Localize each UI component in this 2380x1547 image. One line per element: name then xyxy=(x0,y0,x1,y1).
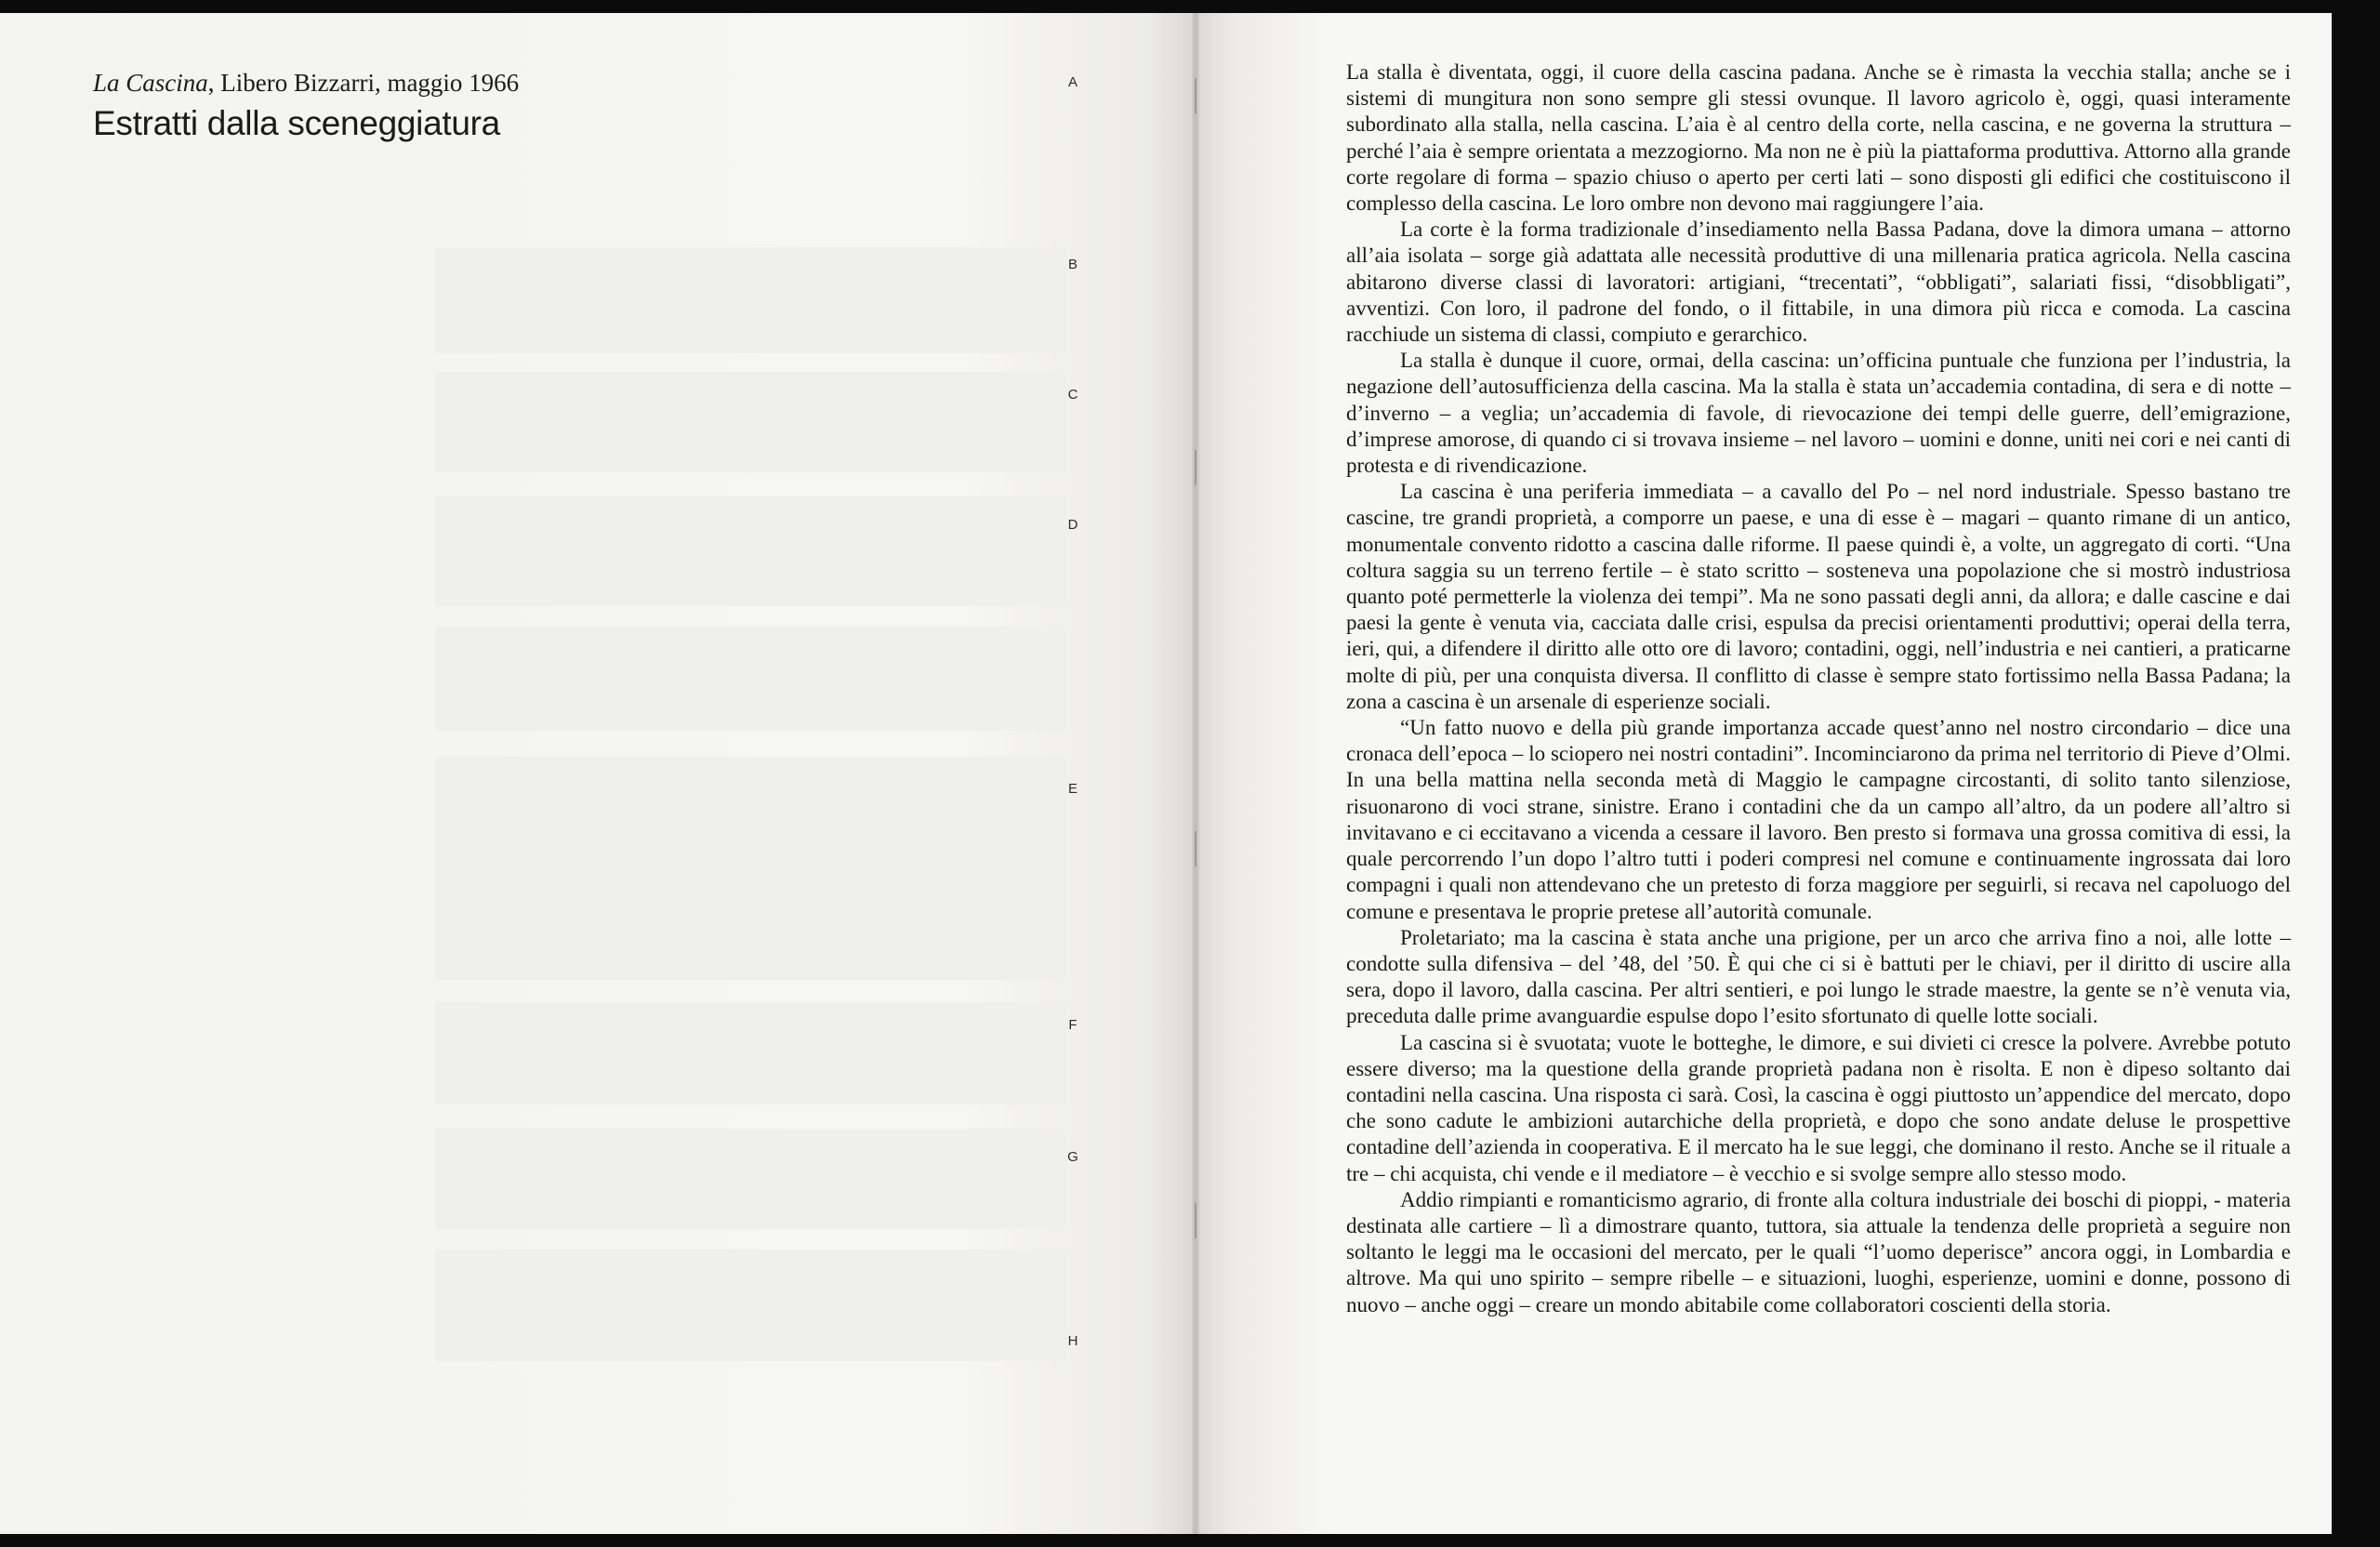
blank-band xyxy=(435,1002,1067,1104)
blank-band xyxy=(435,1250,1067,1361)
marker-g: G xyxy=(1067,1149,1078,1165)
paragraph: La stalla è dunque il cuore, ormai, della cascina: un’officina puntuale che funziona per l’industria, la negazione dell’autosufficienza della cascina. Ma la stalla è stata un’accademia contadina, di sera e di notte – d’inverno – a veglia; un’accademia di favole, di rievocazione dei tempi delle guerre, dell’emigrazione, d’imprese amorose, di quando ci si trovava insieme – nel lavoro – uomini e donne, uniti nei cori e nei canti di protesta e di rivendicazione. xyxy=(1346,349,2291,478)
book-gutter xyxy=(1192,13,1199,1534)
binding-stitch xyxy=(1195,1203,1197,1238)
paragraph: La corte è la forma tradizionale d’insediamento nella Bassa Padana, dove la dimora umana – attorno all’aia isolata – sorge già adattata alle necessità produttive di una millenaria pratica agricola. Nella cascina abitarono diverse classi di lavoratori: artigiani, “trecentati”, “obbligati”, salariati fissi, “disobbligati”, avventizi. Con loro, il padrone del fondo, o il fittabile, in una dimora più ricca e comoda. La cascina racchiude un sistema di classi, compiuto e gerarchico. xyxy=(1346,218,2291,347)
blank-band xyxy=(435,1129,1067,1229)
blank-band xyxy=(435,757,1067,980)
book-spread xyxy=(0,13,2380,1534)
paragraph: La cascina è una periferia immediata – a cavallo del Po – nel nord industriale. Spesso bastano tre cascine, tre grandi proprietà, a comporre un paese, e una di esse è – magari – quanto rimane di un antico, monumentale convento ridotto a cascina dalle riforme. Il paese quindi è, a volte, un aggregato di corti. “Una coltura saggia su un terreno fertile – è stato scritto – sosteneva una popolazione che si mostrò industriosa quanto poté permetterle la violenza dei tempi”. Ma ne sono passati degli anni, da allora; e dalle cascine e dai paesi la gente è venuta via, cacciata dalle crisi, espulsa da precisi orientamenti produttivi; operai della terra, ieri, qui, a difendere il diritto alle otto ore di lavoro; contadini, oggi, nell’industria e nei cantieri, a praticarne molte di più, per una conquista diversa. Il conflitto di classe è sempre stato fortissimo nella Bassa Padana; la zona a cascina è un arsenale di esperienze sociali. xyxy=(1346,480,2291,713)
paragraph: “Un fatto nuovo e della più grande importanza accade quest’anno nel nostro circondario – dice una cronaca dell’epoca – lo sciopero nei nostri contadini”. Incominciarono da prima nel territorio di Pieve d’Olmi. In una bella mattina nella seconda metà di Maggio le campagne circostanti, di solito tanto silenziose, risuonarono di voci strane, sinistre. Erano i contadini che da un campo all’altro, da un podere all’altro si invitavano e ci eccitavano a vicenda a cessare il lavoro. Ben presto si formava una grossa comitiva di essi, la quale percorrendo l’un dopo l’altro tutti i poderi compresi nel comune e continuamente ingrossata dai loro compagni i quali non attendevano che un pretesto di forza maggiore per seguirli, si recava nel capoluogo del comune e presentava le proprie pretese all’autorità comunale. xyxy=(1346,716,2291,923)
work-title: La Cascina xyxy=(93,69,208,97)
body-text xyxy=(1346,60,2291,1318)
page-header xyxy=(93,67,519,145)
marker-e: E xyxy=(1067,781,1078,797)
paragraph: La stalla è diventata, oggi, il cuore della cascina padana. Anche se è rimasta la vecchia stalla; anche se i sistemi di mungitura non sono sempre gli stessi ovunque. Il lavoro agricolo è, oggi, quasi interamente subordinato alla stalla, nella cascina. L’aia è al centro della corte, nella cascina, e ne governa la struttura – perché l’aia è sempre orientata a mezzogiorno. Ma non ne è più la piattaforma produttiva. Attorno alla grande corte regolare di forma – spazio chiuso o aperto per certi lati – sono disposti gli edifici che costituiscono il complesso della cascina. Le loro ombre non devono mai raggiungere l’aia. xyxy=(1346,60,2291,216)
blank-band xyxy=(435,247,1067,353)
marker-b: B xyxy=(1067,257,1078,272)
binding-stitch xyxy=(1195,450,1197,485)
paragraph: Proletariato; ma la cascina è stata anche una prigione, per un arco che arriva fino a noi, alle lotte – condotte sulla difensiva – del ’48, del ’50. È qui che ci si è battuti per le chiavi, per il diritto di uscire alla sera, dopo il lavoro, dalla cascina. Per altri sentieri, e poi lungo le strade maestre, la gente se n’è venuta via, preceduta dalle prime avanguardie espulse dopo l’esito sfortunato di quelle lotte sociali. xyxy=(1346,925,2291,1028)
binding-stitch xyxy=(1195,78,1197,113)
marker-d: D xyxy=(1067,517,1078,533)
marker-c: C xyxy=(1067,387,1078,403)
blank-band xyxy=(435,372,1067,472)
paragraph: La cascina si è svuotata; vuote le botteghe, le dimore, e sui divieti ci cresce la polvere. Avrebbe potuto essere diverso; ma la questione della grande proprietà padana non è risolta. E non è dipeso soltanto dai contadini nella cascina. Una risposta ci sarà. Così, la cascina è oggi piuttosto un’appendice del mercato, dopo che sono cadute le ambizioni autarchiche della proprietà, e dopo che sono andate deluse le prospettive contadine dell’azienda in cooperativa. E il mercato ha le sue leggi, che dominano il resto. Anche se il rituale a tre – chi acquista, chi vende e il mediatore – è vecchio e si svolge sempre allo stesso modo. xyxy=(1346,1030,2291,1185)
header-credit xyxy=(93,67,519,99)
paragraph: Addio rimpianti e romanticismo agrario, di fronte alla coltura industriale dei boschi di pioppi, - materia destinata alle cartiere – lì a dimostrare quanto, tuttora, sia attuale la tendenza delle proprietà a seguire non soltanto le leggi ma le occasioni del mercato, per le quali “l’uomo deperisce” ancora oggi, in Lombardia e altrove. Ma qui uno spirito – sempre ribelle – e situazioni, luoghi, esperienze, uomini e donne, possono di nuovo – anche oggi – creare un mondo abitabile come collaboratori coscienti della storia. xyxy=(1346,1187,2291,1316)
marker-a: A xyxy=(1067,74,1078,90)
marker-f: F xyxy=(1068,1017,1078,1033)
author-date: , Libero Bizzarri, maggio 1966 xyxy=(207,69,520,97)
left-page xyxy=(0,13,1196,1534)
blank-band xyxy=(435,627,1067,731)
blank-band xyxy=(435,496,1067,606)
marker-h: H xyxy=(1067,1333,1078,1349)
section-title: Estratti dalla sceneggiatura xyxy=(93,104,500,142)
binding-stitch xyxy=(1195,831,1197,866)
